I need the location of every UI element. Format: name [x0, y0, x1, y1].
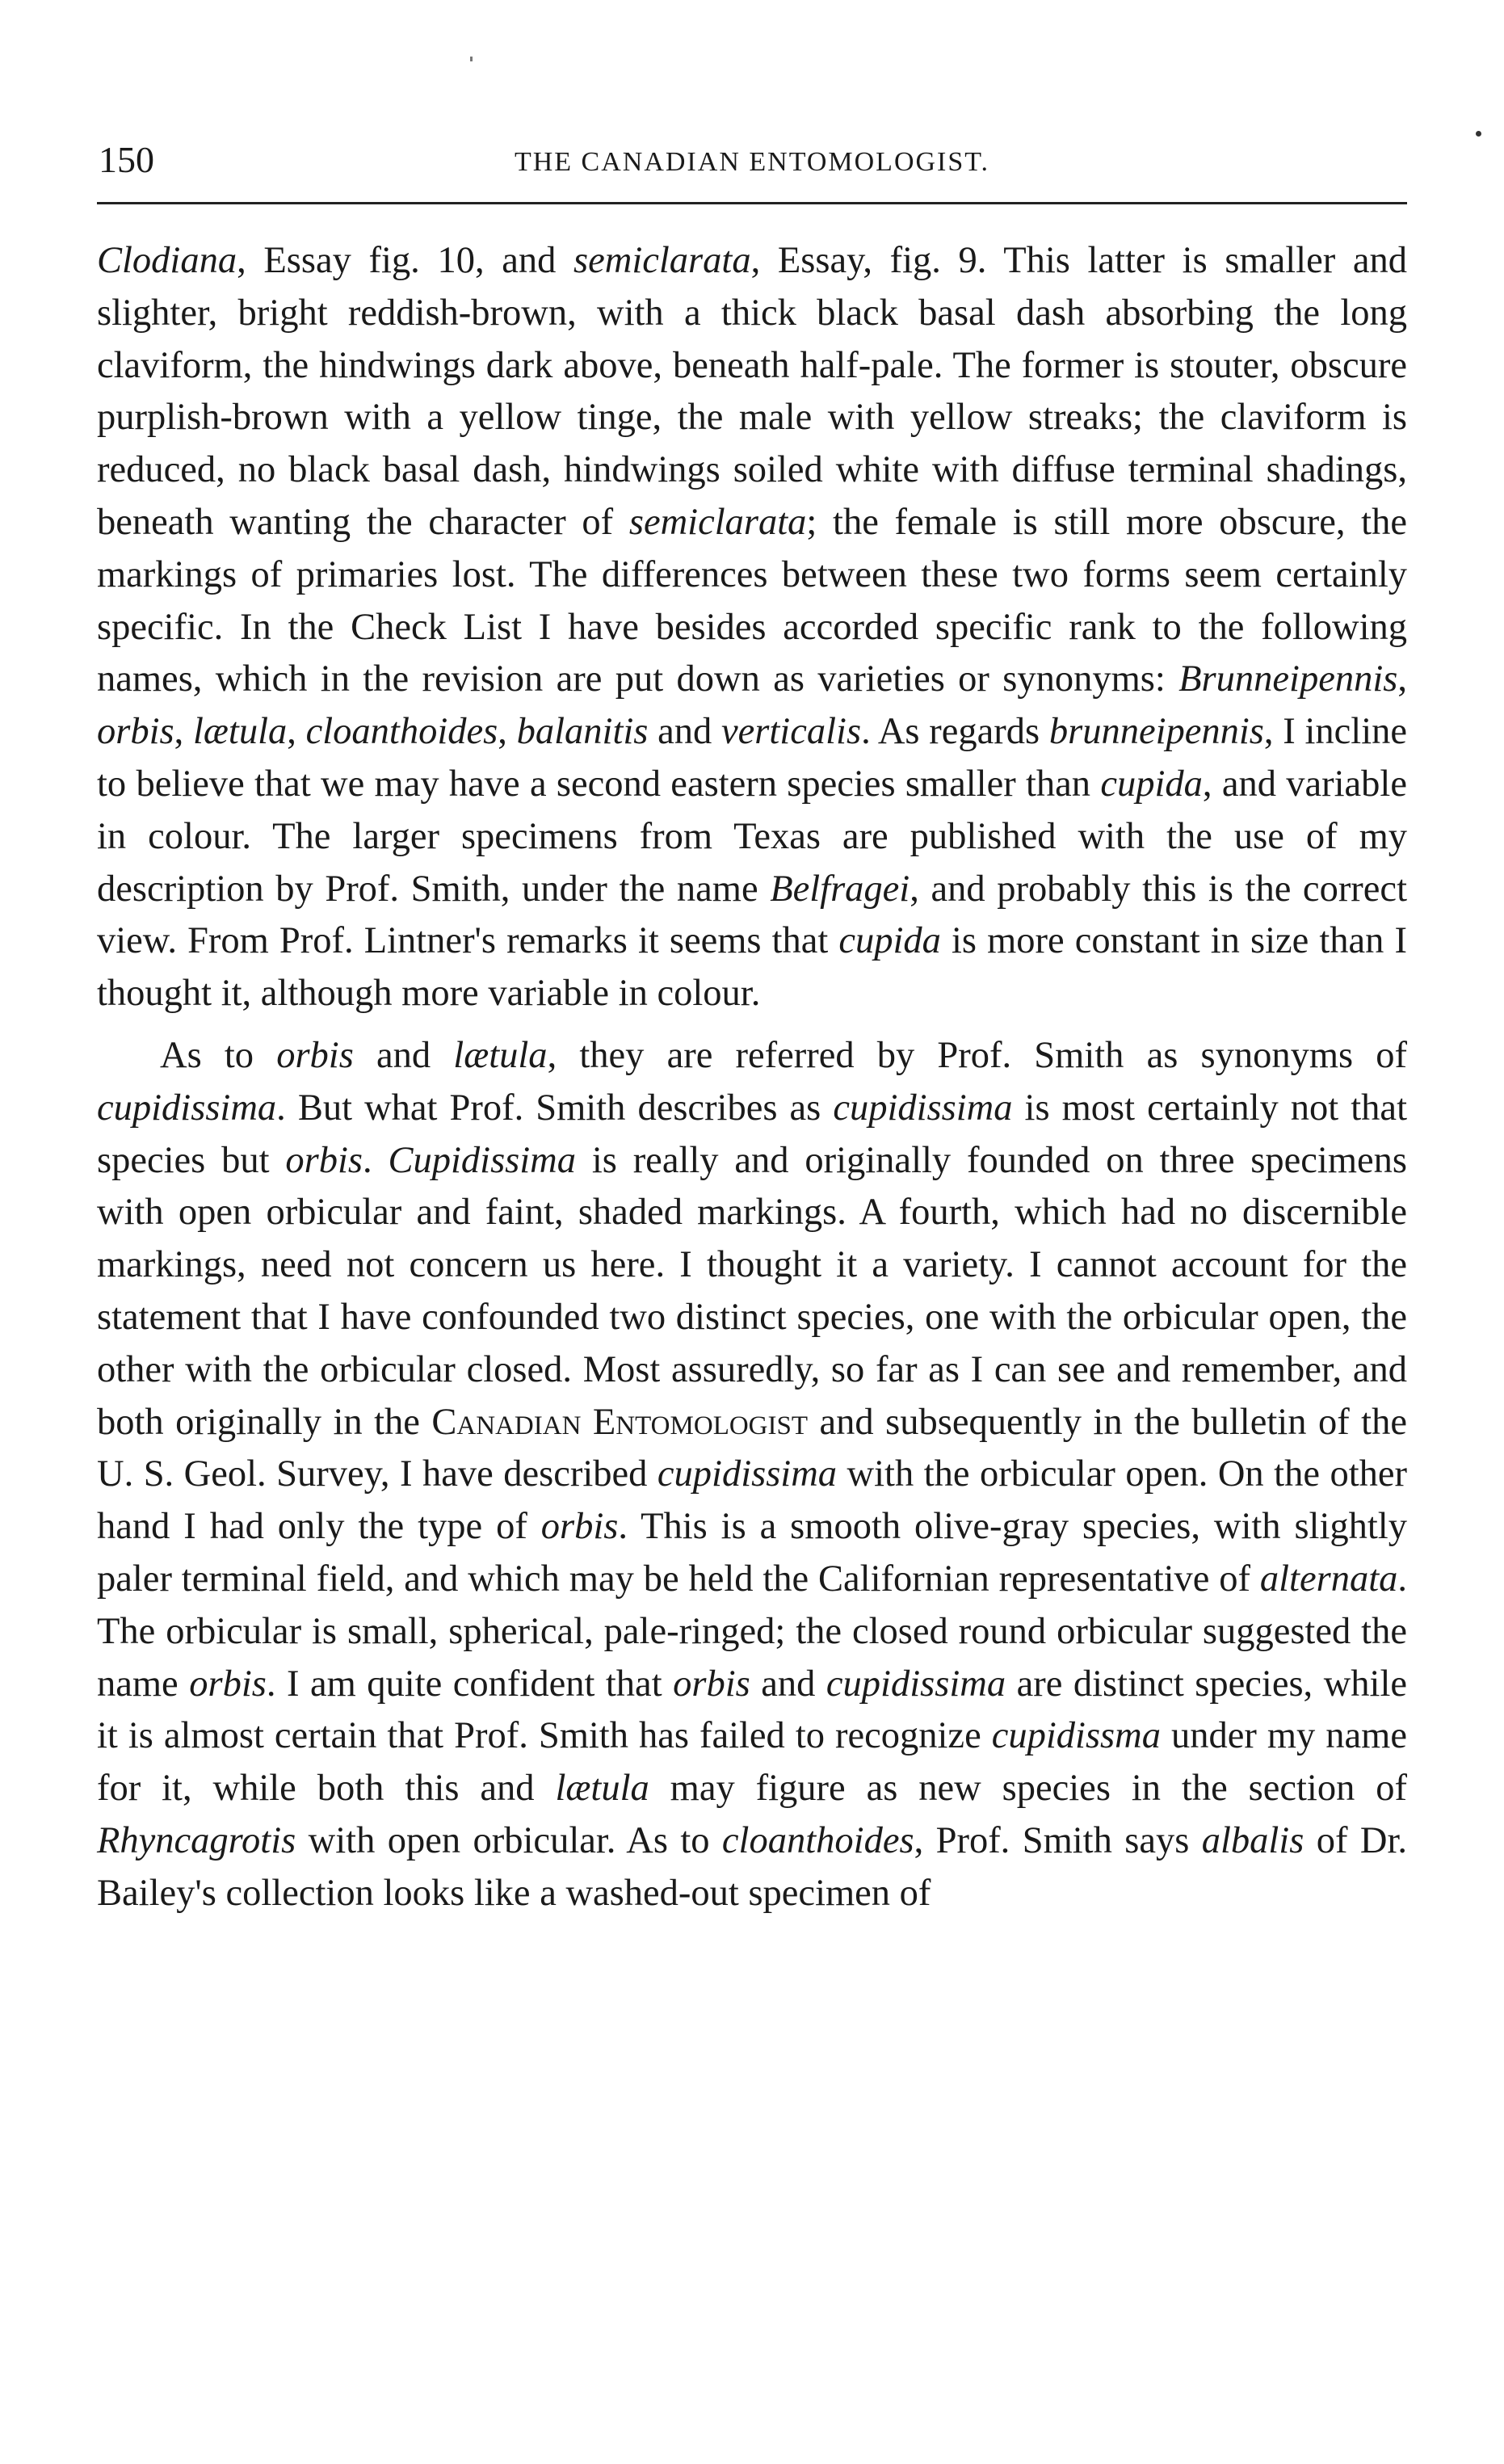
text-run: is more constant in size than I thought it, although more variable in colour.: [97, 920, 1407, 1015]
italic-term: Cupidissima: [388, 1139, 577, 1181]
italic-term: cupida: [838, 920, 941, 962]
print-speck: [470, 57, 473, 61]
italic-term: lætula: [555, 1768, 649, 1810]
paragraph: [97, 235, 1407, 1020]
small-caps-title: Canadian Entomologist: [431, 1401, 809, 1443]
text-run: As to: [160, 1034, 277, 1076]
text-run: may figure as new species in the section of: [649, 1768, 1407, 1810]
italic-term: cupidissima: [657, 1453, 838, 1495]
text-run: .: [363, 1139, 389, 1181]
text-run: , they are referred by Prof. Smith as synonyms of: [547, 1034, 1407, 1076]
italic-term: cupidissima: [833, 1087, 1013, 1129]
text-run: is most certainly not that species but: [97, 1087, 1407, 1181]
text-run: , Essay, fig. 9. This latter is smaller and slighter, bright reddish-brown, with a thick black basal dash absorbing the long claviform, the hindwings dark above, beneath half-pale. The former is stouter, obscure purplish-brown with a yellow tinge, the male with yellow streaks; the claviform is reduced, no black basal dash, hindwings soiled white with diffuse terminal shadings, beneath wanting the character of: [97, 240, 1407, 543]
text-run: and: [750, 1663, 826, 1705]
italic-term: semiclarata: [628, 501, 807, 543]
text-run: with open orbicular. As to: [296, 1819, 722, 1861]
italic-term: orbis: [276, 1034, 354, 1076]
text-run: , I incline to believe that we may have a second eastern species smaller than: [97, 711, 1408, 805]
italic-term: alternata: [1259, 1558, 1398, 1600]
italic-term: cupidissima: [826, 1663, 1006, 1705]
italic-term: brunneipennis: [1048, 711, 1264, 753]
italic-term: albalis: [1201, 1819, 1304, 1861]
text-run: ,: [287, 711, 306, 753]
italic-term: cloanthoides: [305, 711, 498, 753]
italic-term: cupida: [1100, 763, 1203, 805]
italic-term: orbis: [97, 711, 174, 753]
header-rule: [97, 202, 1407, 204]
print-speck: [1476, 131, 1481, 137]
italic-term: orbis: [285, 1139, 363, 1181]
italic-term: semiclarata: [573, 240, 751, 281]
italic-term: cloanthoides: [721, 1819, 914, 1861]
text-run: . The orbicular is small, spherical, pale-ringed; the closed round orbicular suggested the name: [97, 1558, 1407, 1705]
italic-term: cupidissma: [991, 1715, 1161, 1757]
text-run: of Dr. Bailey's collection looks like a washed-out specimen of: [97, 1819, 1407, 1914]
text-run: are distinct species, while it is almost certain that Prof. Smith has failed to recognize: [97, 1663, 1407, 1757]
italic-term: verticalis: [721, 711, 862, 753]
text-run: . But what Prof. Smith describes as: [276, 1087, 834, 1129]
text-run: and subsequently in the bulletin of the U. S. Geol. Survey, I have described: [97, 1401, 1407, 1495]
italic-term: balanitis: [516, 711, 649, 753]
italic-term: Clodiana: [97, 240, 237, 281]
text-run: with the orbicular open. On the other hand I had only the type of: [97, 1453, 1407, 1548]
text-run: , Essay fig. 10, and: [237, 240, 574, 281]
italic-term: orbis: [673, 1663, 750, 1705]
text-run: under my name for it, while both this and: [97, 1715, 1407, 1810]
italic-term: Belfragei: [770, 868, 910, 910]
text-run: , and probably this is the correct view. From Prof. Lintner's remarks it seems that: [97, 868, 1407, 962]
italic-term: Brunneipennis: [1178, 658, 1398, 700]
text-run: . This is a smooth olive-gray species, with slightly paler terminal field, and which may be held the Californian representative of: [97, 1506, 1407, 1600]
page-header: [97, 137, 1407, 194]
paragraph: [97, 1030, 1407, 1920]
text-run: , Prof. Smith says: [914, 1819, 1202, 1861]
text-run: , and variable in colour. The larger specimens from Texas are published with the use of my description by Prof. Smith, under the name: [97, 763, 1407, 910]
text-run: . As regards: [861, 711, 1049, 753]
running-head: THE CANADIAN ENTOMOLOGIST.: [514, 147, 990, 177]
text-run: ,: [1397, 658, 1407, 700]
text-run: ; the female is still more obscure, the markings of primaries lost. The differences between these two forms seem certainly specific. In the Check List I have besides accorded specific rank to the following names, which in the revision are put down as varieties or synonyms:: [97, 501, 1407, 700]
text-run: and: [353, 1034, 454, 1076]
text-run: ,: [498, 711, 517, 753]
page-number: 150: [99, 139, 154, 180]
text-run: . I am quite confident that: [266, 1663, 674, 1705]
italic-term: orbis: [189, 1663, 267, 1705]
body-text: [97, 235, 1407, 1920]
text-run: is really and originally founded on three specimens with open orbicular and faint, shaded markings. A fourth, which had no discernible markings, need not concern us here. I thought it a variety. I cannot account for the statement that I have confounded two distinct species, one with the orbicular open, the other with the orbicular closed. Most assuredly, so far as I can see and remember, and both originally in the: [97, 1139, 1408, 1443]
italic-term: Rhyncagrotis: [97, 1819, 296, 1861]
page: [97, 137, 1407, 1920]
italic-term: lætula: [192, 711, 288, 753]
text-run: and: [648, 711, 722, 753]
italic-term: cupidissima: [97, 1087, 277, 1129]
italic-term: lætula: [453, 1034, 548, 1076]
italic-term: orbis: [540, 1506, 619, 1548]
text-run: ,: [174, 711, 193, 753]
